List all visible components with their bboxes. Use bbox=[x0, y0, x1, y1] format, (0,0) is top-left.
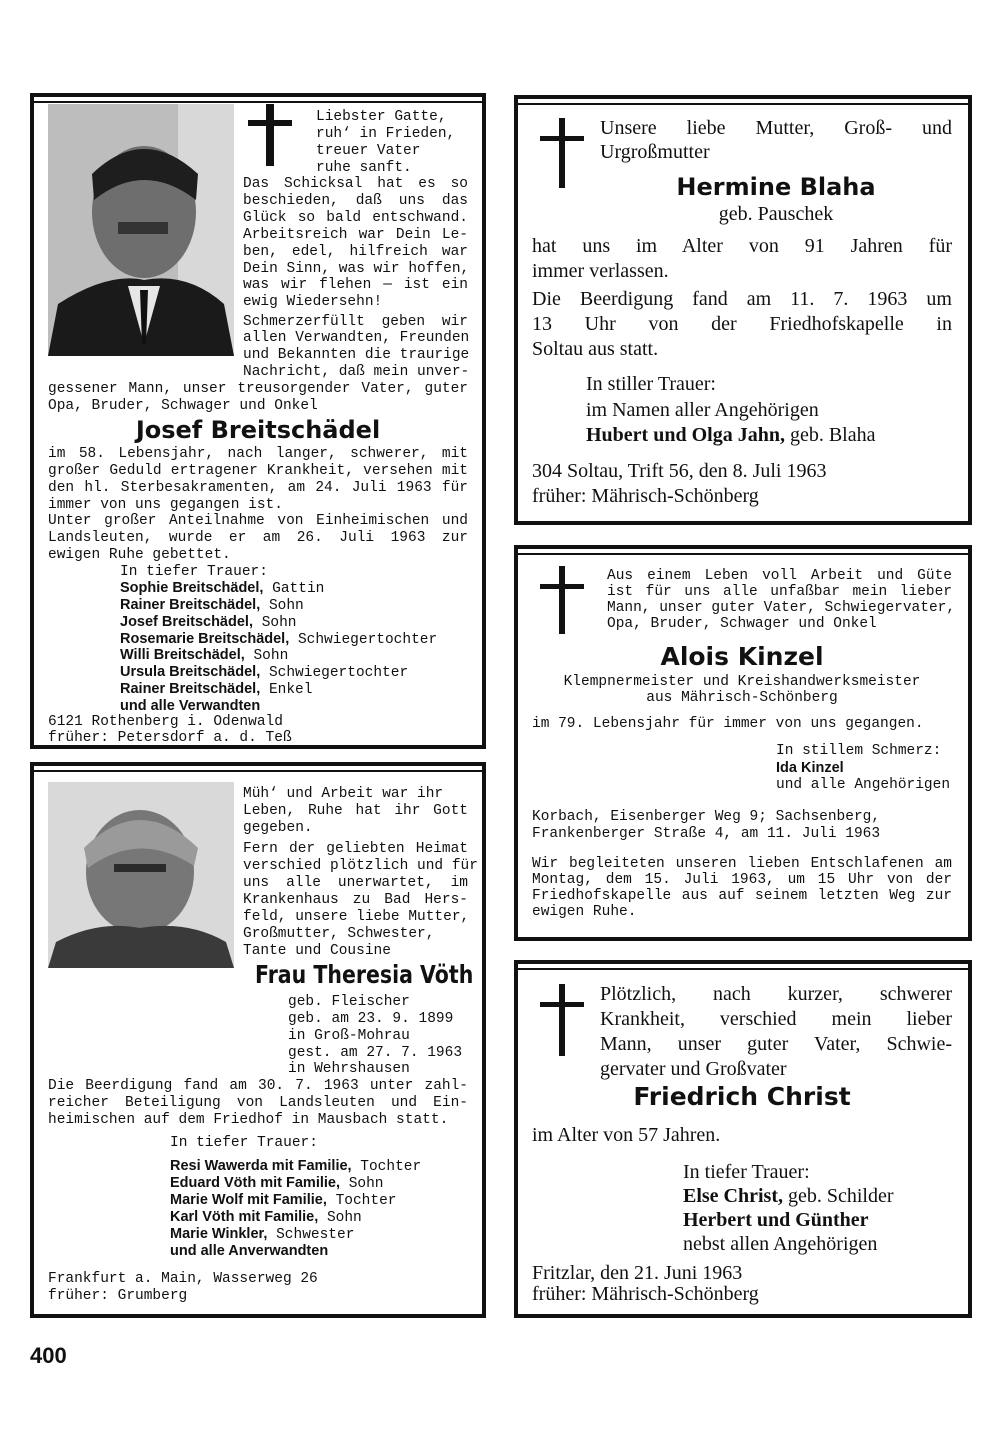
mourner-line: Josef Breitschädel, Sohn bbox=[120, 614, 297, 631]
text-line: ewigen Ruhe. bbox=[532, 904, 637, 920]
text-line: Soltau aus statt. bbox=[532, 338, 659, 360]
text-line: allen Verwandten, Freunden bbox=[243, 330, 470, 346]
signers-line: Else Christ, geb. Schilder bbox=[683, 1185, 894, 1207]
text-line: immer von uns gegangen ist. bbox=[48, 497, 283, 513]
mourner-line: Rainer Breitschädel, Sohn bbox=[120, 597, 304, 614]
verse-line: ruhe sanft. bbox=[316, 160, 412, 176]
mourner-line: Sophie Breitschädel, Gattin bbox=[120, 580, 325, 597]
mourner-line: Eduard Vöth mit Familie, Sohn bbox=[170, 1175, 384, 1192]
verse-line: was wir flehen — ist ein bbox=[243, 277, 468, 293]
intro-line: Krankheit, verschied mein lieber bbox=[600, 1008, 952, 1030]
deceased-name: Josef Breitschädel bbox=[135, 416, 381, 444]
text-line: immer verlassen. bbox=[532, 260, 669, 282]
verse-line: uns alle unerwartet, im bbox=[243, 875, 468, 891]
verse-line: ewig Wiedersehn! bbox=[243, 294, 383, 310]
address-line: Fritzlar, den 21. Juni 1963 bbox=[532, 1262, 743, 1284]
mourning-label: In tiefer Trauer: bbox=[170, 1135, 318, 1151]
signers-line: Herbert und Günther bbox=[683, 1209, 869, 1231]
mourner-line: und alle Angehörigen bbox=[776, 777, 951, 793]
intro-line: Opa, Bruder, Schwager und Onkel bbox=[607, 616, 877, 632]
deceased-name: Friedrich Christ bbox=[633, 1082, 851, 1111]
intro-line: gervater und Großvater bbox=[600, 1058, 787, 1080]
intro-line: Mann, unser guter Vater, Schwie- bbox=[600, 1033, 952, 1055]
text-line: ewigen Ruhe gebettet. bbox=[48, 547, 231, 563]
address-line: 304 Soltau, Trift 56, den 8. Juli 1963 bbox=[532, 460, 827, 482]
text-line: Friedhofskapelle aus auf seinem letzten Weg zur bbox=[532, 888, 952, 904]
intro-line: Mann, unser guter Vater, Schwiegervater, bbox=[607, 600, 956, 616]
address-line: Korbach, Eisenberger Weg 9; Sachsenberg, bbox=[532, 809, 881, 825]
title-line: Klempnermeister und Kreishandwerksmeister bbox=[563, 674, 921, 690]
page-number: 400 bbox=[30, 1343, 67, 1368]
mourner-line: Marie Wolf mit Familie, Tochter bbox=[170, 1192, 397, 1209]
verse-line: ruh‘ in Frieden, bbox=[316, 126, 456, 142]
mourner-line: Rainer Breitschädel, Enkel bbox=[120, 681, 313, 698]
mourner-line: Marie Winkler, Schwester bbox=[170, 1226, 355, 1243]
mourner-line: Willi Breitschädel, Sohn bbox=[120, 647, 289, 664]
deceased-name: Hermine Blaha bbox=[676, 173, 876, 201]
verse-line: Arbeitsreich war Dein Le- bbox=[243, 227, 468, 243]
verse-line: Das Schicksal hat es so bbox=[243, 176, 468, 192]
deceased-name: Alois Kinzel bbox=[660, 642, 824, 671]
mourning-label: In tiefer Trauer: bbox=[120, 564, 268, 580]
mourning-label: In tiefer Trauer: bbox=[683, 1161, 810, 1183]
text-line: im Alter von 57 Jahren. bbox=[532, 1124, 721, 1146]
verse-line: treuer Vater bbox=[316, 143, 421, 159]
date-line: geb. Fleischer bbox=[288, 994, 410, 1010]
verse-line: Dein Sinn, was wir hoffen, bbox=[243, 261, 470, 277]
intro-line: Urgroßmutter bbox=[600, 141, 710, 163]
verse-line: beschieden, daß uns das bbox=[243, 193, 468, 209]
portrait-photo-woman bbox=[48, 782, 234, 968]
mourner-line: und alle Verwandten bbox=[120, 698, 261, 714]
text-line: den hl. Sterbesakramenten, am 24. Juli 1963 für bbox=[48, 480, 468, 496]
text-line: Landsleuten, wurde er am 26. Juli 1963 zur bbox=[48, 530, 468, 546]
formerly-line: früher: Mährisch-Schönberg bbox=[532, 485, 759, 507]
mourning-label: In stiller Trauer: bbox=[586, 373, 716, 395]
text-line: hat uns im Alter von 91 Jahren für bbox=[532, 235, 952, 257]
text-line: gessener Mann, unser treusorgender Vater, guter bbox=[48, 381, 468, 397]
deceased-name: Frau Theresia Vöth bbox=[255, 960, 474, 989]
verse-line: Fern der geliebten Heimat bbox=[243, 841, 468, 857]
cross-icon bbox=[248, 104, 292, 166]
mourner-line: Karl Vöth mit Familie, Sohn bbox=[170, 1209, 362, 1226]
address-line: 6121 Rothenberg i. Odenwald bbox=[48, 714, 283, 730]
intro-line: Aus einem Leben voll Arbeit und Güte bbox=[607, 568, 952, 584]
mourner-line: Ursula Breitschädel, Schwiegertochter bbox=[120, 664, 409, 681]
date-line: gest. am 27. 7. 1963 bbox=[288, 1045, 463, 1061]
verse-line: Müh‘ und Arbeit war ihr bbox=[243, 786, 444, 802]
cross-icon bbox=[540, 566, 584, 634]
text-line: im 79. Lebensjahr für immer von uns gegangen. bbox=[532, 716, 924, 732]
signers-line: Hubert und Olga Jahn, geb. Blaha bbox=[586, 424, 876, 446]
text-line: Die Beerdigung fand am 11. 7. 1963 um bbox=[532, 288, 952, 310]
date-line: in Groß-Mohrau bbox=[288, 1028, 410, 1044]
address-line: Frankfurt a. Main, Wasserweg 26 bbox=[48, 1271, 318, 1287]
mourner-line: und alle Anverwandten bbox=[170, 1243, 329, 1259]
mourning-label: In stillem Schmerz: bbox=[776, 743, 942, 759]
intro-line: Plötzlich, nach kurzer, schwerer bbox=[600, 983, 952, 1005]
text-line: großer Geduld ertragener Krankheit, versehen mit bbox=[48, 463, 468, 479]
text-line: heimischen auf dem Friedhof in Mausbach statt. bbox=[48, 1112, 449, 1128]
verse-line: Liebster Gatte, bbox=[316, 109, 447, 125]
cross-icon bbox=[540, 118, 584, 188]
text-line: Unter großer Anteilnahme von Einheimischen und bbox=[48, 513, 468, 529]
text-line: Schmerzerfüllt geben wir bbox=[243, 314, 468, 330]
text-line: reicher Beteiligung von Landsleuten und Ein- bbox=[48, 1095, 468, 1111]
text-line: 13 Uhr von der Friedhofskapelle in bbox=[532, 313, 952, 335]
birth-name: geb. Pauschek bbox=[718, 203, 834, 225]
verse-line: Leben, Ruhe hat ihr Gott bbox=[243, 803, 468, 819]
mourning-line: im Namen aller Angehörigen bbox=[586, 399, 819, 421]
mourner-line: Resi Wawerda mit Familie, Tochter bbox=[170, 1158, 422, 1175]
verse-line: gegeben. bbox=[243, 820, 313, 836]
verse-line: verschied plötzlich und für bbox=[243, 858, 478, 874]
formerly-line: früher: Mährisch-Schönberg bbox=[532, 1283, 759, 1305]
text-line: im 58. Lebensjahr, nach langer, schwerer, mit bbox=[48, 446, 468, 462]
verse-line: Krankenhaus zu Bad Hers- bbox=[243, 892, 468, 908]
verse-line: Glück so bald entschwand. bbox=[243, 210, 468, 226]
mourner-name: Ida Kinzel bbox=[776, 760, 844, 776]
address-line: Frankenberger Straße 4, am 11. Juli 1963 bbox=[532, 826, 881, 842]
formerly-line: früher: Petersdorf a. d. Teß bbox=[48, 730, 292, 746]
portrait-photo-man bbox=[48, 104, 234, 356]
signers-line: nebst allen Angehörigen bbox=[683, 1233, 878, 1255]
text-line: Nachricht, daß mein unver- bbox=[243, 364, 470, 380]
text-line: Die Beerdigung fand am 30. 7. 1963 unter zahl- bbox=[48, 1078, 468, 1094]
verse-line: feld, unsere liebe Mutter, bbox=[243, 909, 470, 925]
text-line: und Bekannten die traurige bbox=[243, 347, 470, 363]
verse-line: ben, edel, hilfreich war bbox=[243, 244, 468, 260]
title-line: aus Mährisch-Schönberg bbox=[646, 690, 838, 706]
intro-line: Unsere liebe Mutter, Groß- und bbox=[600, 117, 952, 139]
mourner-line: Rosemarie Breitschädel, Schwiegertochter bbox=[120, 631, 438, 648]
verse-line: Großmutter, Schwester, bbox=[243, 926, 435, 942]
date-line: geb. am 23. 9. 1899 bbox=[288, 1011, 454, 1027]
text-line: Opa, Bruder, Schwager und Onkel bbox=[48, 398, 318, 414]
text-line: Wir begleiteten unseren lieben Entschlafenen am bbox=[532, 856, 952, 872]
intro-line: ist für uns alle unfaßbar mein lieber bbox=[607, 584, 952, 600]
date-line: in Wehrshausen bbox=[288, 1061, 410, 1077]
verse-line: Tante und Cousine bbox=[243, 943, 391, 959]
text-line: Montag, dem 15. Juli 1963, um 15 Uhr von der bbox=[532, 872, 952, 888]
cross-icon bbox=[540, 984, 584, 1056]
formerly-line: früher: Grumberg bbox=[48, 1288, 188, 1304]
